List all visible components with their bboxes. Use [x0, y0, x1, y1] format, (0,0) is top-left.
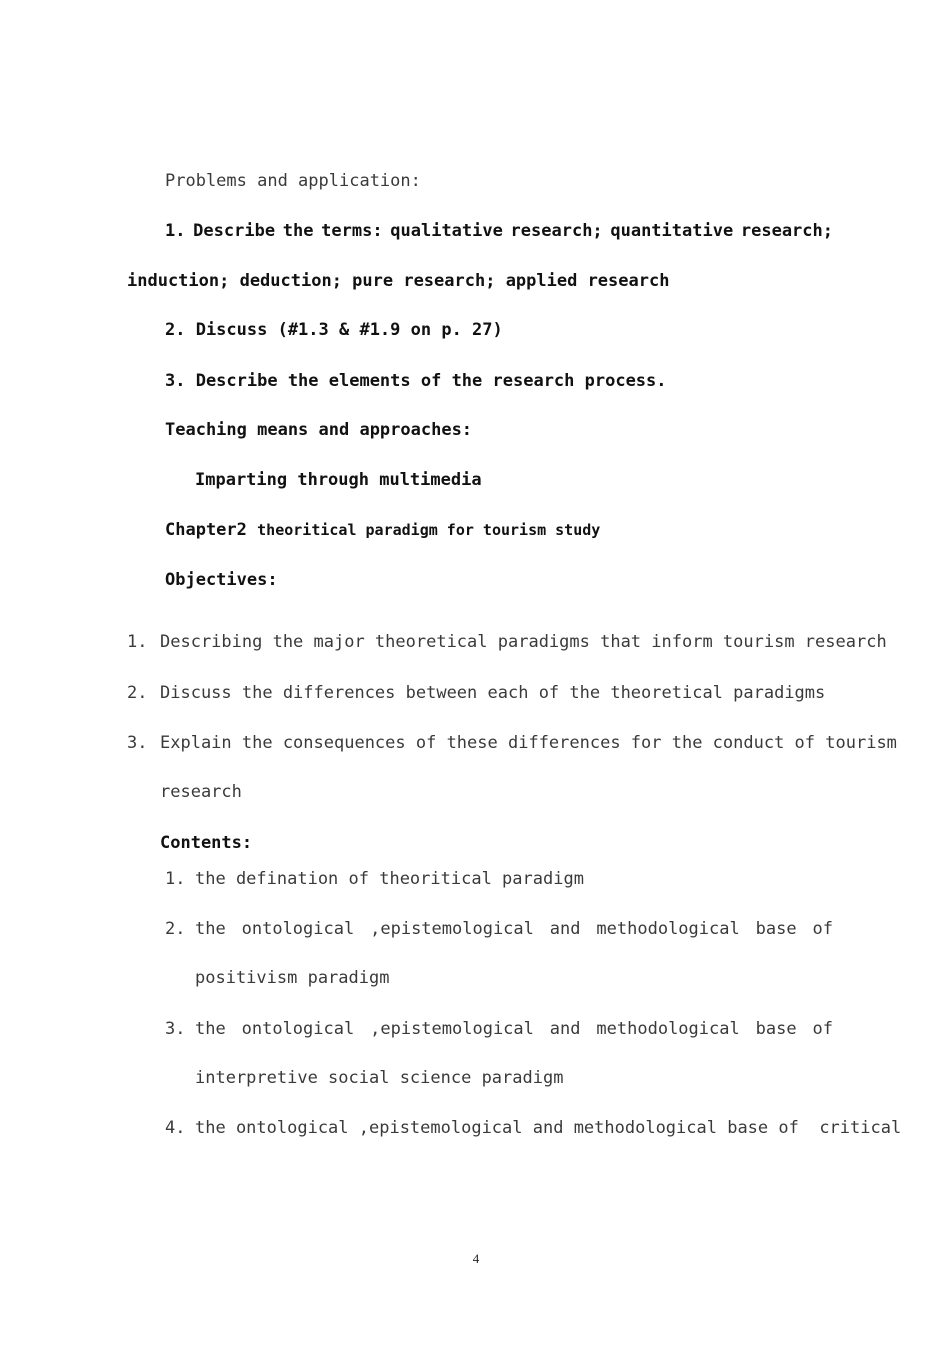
- chapter-heading: [165, 519, 600, 541]
- contents-3-word: ontological: [241, 1019, 355, 1039]
- contents-3-word: methodological: [596, 1019, 740, 1039]
- objective-number: 1.: [127, 632, 148, 652]
- contents-2-word: methodological: [596, 919, 740, 939]
- problems-heading: Problems and application:: [165, 171, 421, 191]
- contents-2-word: base: [755, 919, 797, 939]
- objective-item-3-continued: research: [160, 782, 242, 802]
- contents-item-1: the defination of theoritical paradigm: [195, 869, 584, 889]
- problem-1-word: terms:: [321, 221, 383, 241]
- contents-item-4: the ontological ,epistemological and methodological base of critical: [195, 1118, 902, 1138]
- objective-number: 3.: [127, 733, 148, 753]
- contents-2-word: the: [195, 919, 226, 939]
- contents-item-3-continued: interpretive social science paradigm: [195, 1068, 564, 1088]
- contents-item-2-continued: positivism paradigm: [195, 968, 390, 988]
- problem-1-word: qualitative: [390, 221, 503, 241]
- contents-2-word: ontological: [241, 919, 355, 939]
- problem-1-word: Describe: [193, 221, 276, 241]
- problem-item-1: [165, 220, 833, 242]
- problem-item-1-continued: induction; deduction; pure research; applied research: [127, 271, 670, 291]
- problem-1-word: the: [282, 221, 314, 241]
- contents-3-word: of: [812, 1019, 833, 1039]
- objective-item-1: Describing the major theoretical paradigms that inform tourism research: [160, 632, 887, 652]
- chapter-title: theoritical paradigm for tourism study: [257, 521, 601, 539]
- teaching-heading: Teaching means and approaches:: [165, 420, 473, 440]
- problem-1-word: 1.: [165, 221, 186, 241]
- contents-2-word: ,epistemological: [370, 919, 534, 939]
- contents-item-3: [195, 1018, 833, 1040]
- contents-3-word: the: [195, 1019, 226, 1039]
- contents-number: 1.: [165, 869, 186, 889]
- problem-1-word: research;: [740, 221, 833, 241]
- contents-2-word: of: [812, 919, 833, 939]
- objective-item-2: Discuss the differences between each of the theoretical paradigms: [160, 683, 826, 703]
- teaching-body: Imparting through multimedia: [195, 470, 482, 490]
- objective-number: 2.: [127, 683, 148, 703]
- problem-1-word: quantitative: [610, 221, 734, 241]
- contents-3-word: and: [549, 1019, 581, 1039]
- problem-1-word: research;: [510, 221, 603, 241]
- problem-item-2: 2. Discuss (#1.3 & #1.9 on p. 27): [165, 320, 503, 340]
- problem-item-3: 3. Describe the elements of the research process.: [165, 371, 667, 391]
- contents-number: 2.: [165, 919, 186, 939]
- contents-item-2: [195, 918, 833, 940]
- contents-3-word: base: [755, 1019, 797, 1039]
- objective-item-3: Explain the consequences of these differences for the conduct of tourism: [160, 733, 897, 753]
- contents-number: 4.: [165, 1118, 186, 1138]
- page-number: 4: [472, 1251, 480, 1266]
- contents-heading: Contents:: [160, 833, 253, 853]
- contents-3-word: ,epistemological: [370, 1019, 534, 1039]
- chapter-label: Chapter2: [165, 520, 247, 540]
- objectives-heading: Objectives:: [165, 570, 278, 590]
- contents-number: 3.: [165, 1019, 186, 1039]
- contents-2-word: and: [549, 919, 581, 939]
